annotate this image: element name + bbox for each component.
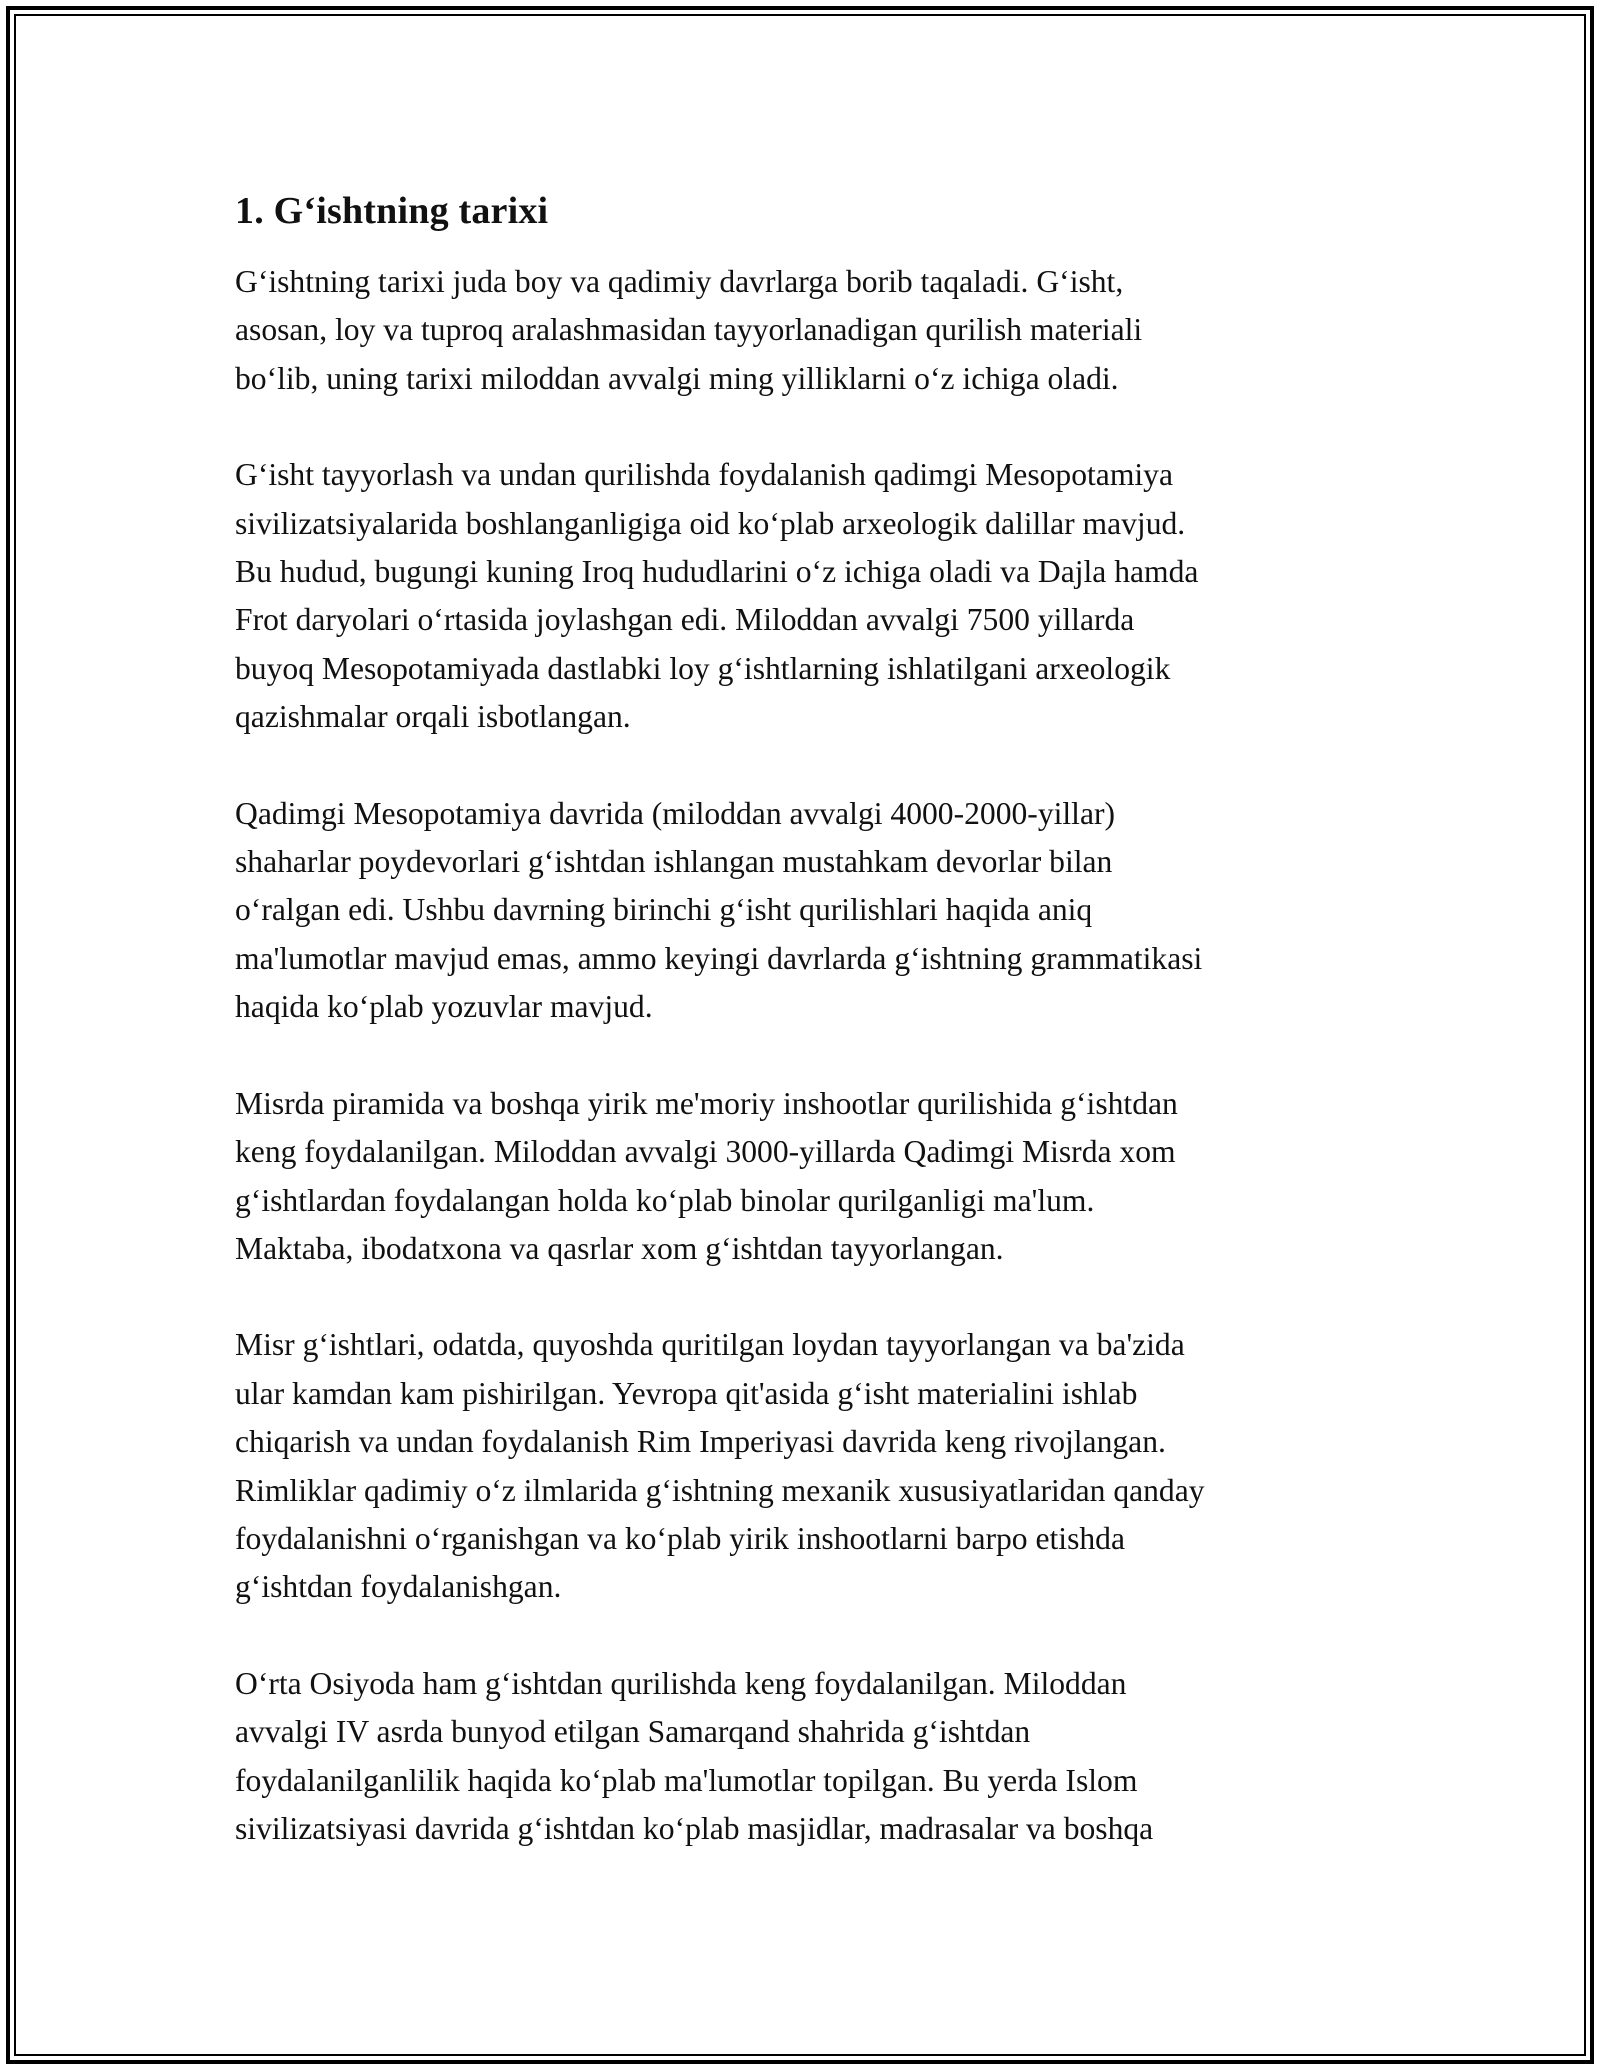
text-line: Misr g‘ishtlari, odatda, quyoshda quritilgan loydan tayyorlangan va ba'zida — [235, 1327, 1185, 1363]
text-line: ular kamdan kam pishirilgan. Yevropa qit'asida g‘isht materialini ishlab — [235, 1375, 1138, 1411]
text-line: Qadimgi Mesopotamiya davrida (miloddan avvalgi 4000-2000-yillar) — [235, 795, 1116, 831]
paragraph — [235, 1080, 1375, 1274]
text-line: g‘ishtdan foydalanishgan. — [235, 1569, 562, 1605]
text-line: G‘isht tayyorlash va undan qurilishda foydalanish qadimgi Mesopotamiya — [235, 457, 1173, 493]
text-line: bo‘lib, uning tarixi miloddan avvalgi ming yilliklarni o‘z ichiga oladi. — [235, 360, 1119, 396]
paragraph — [235, 1321, 1375, 1611]
document-body — [235, 186, 1375, 1901]
text-line: ma'lumotlar mavjud emas, ammo keyingi davrlarda g‘ishtning grammatikasi — [235, 940, 1203, 976]
text-line: Frot daryolari o‘rtasida joylashgan edi. Miloddan avvalgi 7500 yillarda — [235, 602, 1135, 638]
text-line: keng foydalanilgan. Miloddan avvalgi 3000-yillarda Qadimgi Misrda xom — [235, 1134, 1176, 1170]
text-line: Maktaba, ibodatxona va qasrlar xom g‘ishtdan tayyorlangan. — [235, 1230, 1004, 1266]
text-line: chiqarish va undan foydalanish Rim Imperiyasi davrida keng rivojlangan. — [235, 1424, 1166, 1460]
paragraph — [235, 451, 1375, 741]
text-line: foydalanilganlilik haqida ko‘plab ma'lumotlar topilgan. Bu yerda Islom — [235, 1762, 1138, 1798]
paragraph — [235, 258, 1375, 403]
text-line: O‘rta Osiyoda ham g‘ishtdan qurilishda keng foydalanilgan. Miloddan — [235, 1665, 1127, 1701]
text-line: sivilizatsiyalarida boshlanganligiga oid ko‘plab arxeologik dalillar mavjud. — [235, 505, 1186, 541]
text-line: G‘ishtning tarixi juda boy va qadimiy davrlarga borib taqaladi. G‘isht, — [235, 264, 1124, 299]
text-line: foydalanishni o‘rganishgan va ko‘plab yirik inshootlarni barpo etishda — [235, 1520, 1125, 1556]
paragraph — [235, 1660, 1375, 1854]
text-line: qazishmalar orqali isbotlangan. — [235, 699, 631, 735]
text-line: g‘ishtlardan foydalangan holda ko‘plab binolar qurilganligi ma'lum. — [235, 1182, 1095, 1218]
text-line: haqida ko‘plab yozuvlar mavjud. — [235, 989, 653, 1025]
text-line: buyoq Mesopotamiyada dastlabki loy g‘ishtlarning ishlatilgani arxeologik — [235, 650, 1171, 686]
text-line: Misrda piramida va boshqa yirik me'moriy inshootlar qurilishida g‘ishtdan — [235, 1085, 1178, 1121]
text-line: o‘ralgan edi. Ushbu davrning birinchi g‘isht qurilishlari haqida aniq — [235, 892, 1093, 928]
paragraph — [235, 790, 1375, 1032]
text-line: asosan, loy va tuproq aralashmasidan tayyorlanadigan qurilish materiali — [235, 312, 1143, 348]
section-heading: 1. G‘ishtning tarixi — [235, 190, 549, 232]
text-line: avvalgi IV asrda bunyod etilgan Samarqand shahrida g‘ishtdan — [235, 1714, 1031, 1750]
text-line: Bu hudud, bugungi kuning Iroq hududlarini o‘z ichiga oladi va Dajla hamda — [235, 554, 1199, 590]
text-line: sivilizatsiyasi davrida g‘ishtdan ko‘plab masjidlar, madrasalar va boshqa — [235, 1810, 1154, 1846]
text-line: Rimliklar qadimiy o‘z ilmlarida g‘ishtning mexanik xususiyatlaridan qanday — [235, 1472, 1205, 1508]
text-line: shaharlar poydevorlari g‘ishtdan ishlangan mustahkam devorlar bilan — [235, 844, 1113, 880]
